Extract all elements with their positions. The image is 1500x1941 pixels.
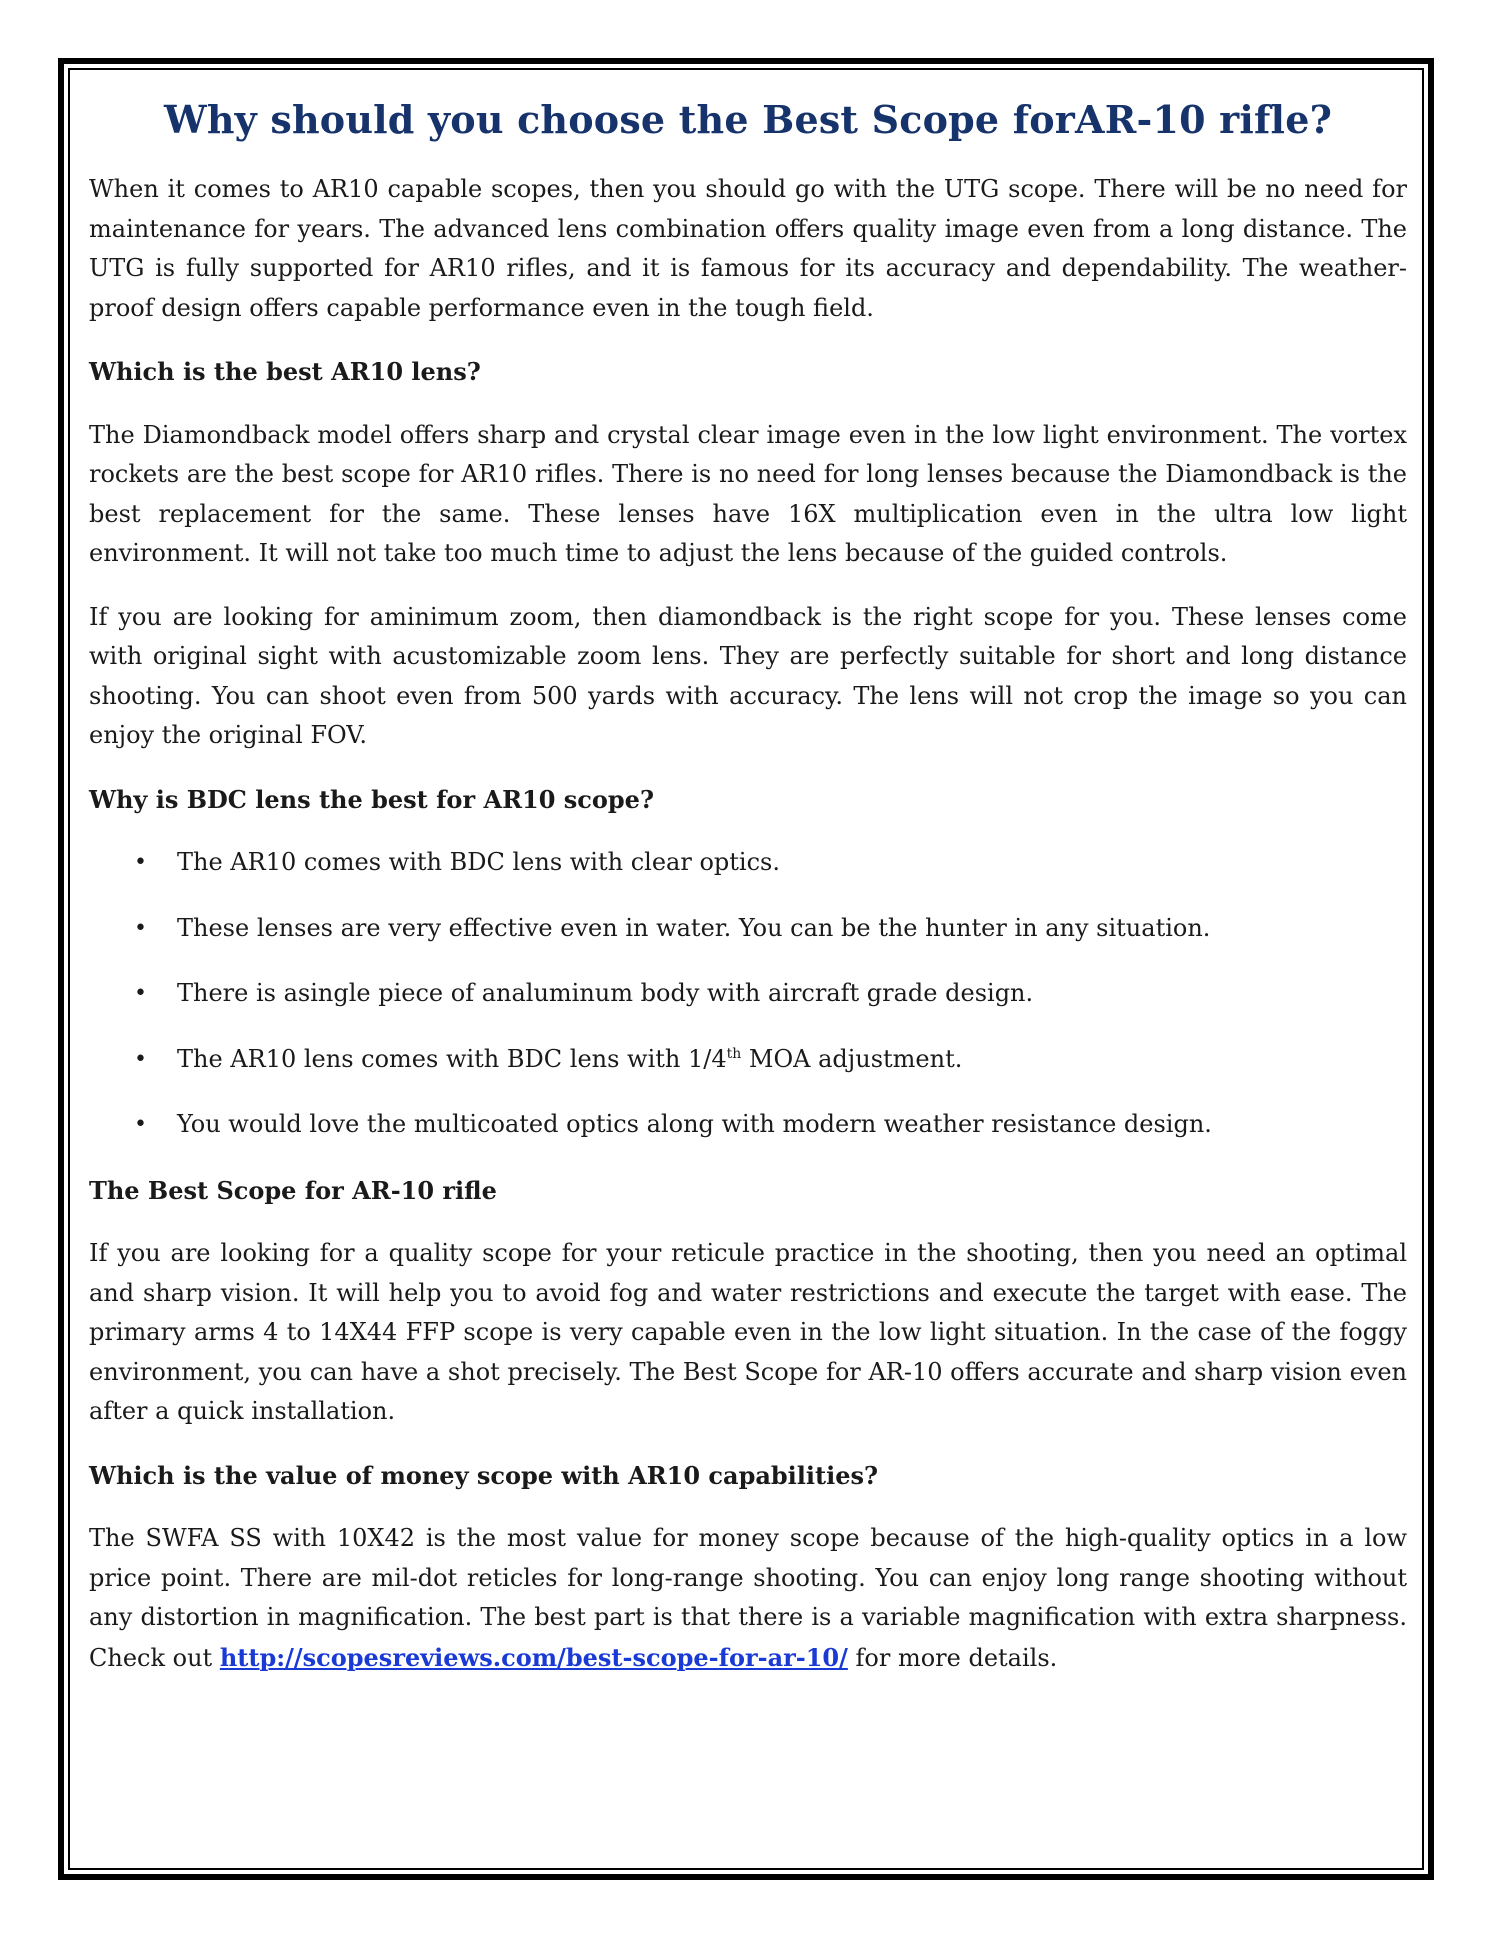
bullet-icon: • <box>134 915 147 941</box>
section-heading-bdc-lens: Why is BDC lens the best for AR10 scope? <box>89 784 655 814</box>
bdc-bullet-list <box>89 843 1407 1145</box>
bullet-icon: • <box>134 850 147 875</box>
list-item-text: These lenses are very effective even in water. You can be the hunter in any situation. <box>177 913 1211 942</box>
list-item <box>89 843 1407 883</box>
list-item <box>89 974 1407 1014</box>
diamondback-paragraph: The Diamondback model offers sharp and crystal clear image even in the low light environment. The vortex rockets are the best scope for AR10 rifles. There is no need for long lenses because the Diamondback is the best replacement for the same. These lenses have 16X multiplication even in the ultra low light environment. It will not take too much time to adjust the lens because of the guided controls. <box>89 420 1407 567</box>
list-item <box>89 909 1407 949</box>
quality-scope-paragraph: If you are looking for a quality scope for your reticule practice in the shooting, then you need an optimal and sharp vision. It will help you to avoid fog and water restrictions and execute the target with ease. The primary arms 4 to 14X44 FFP scope is very capable even in the low light situation. In the case of the foggy environment, you can have a shot precisely. The Best Scope for AR-10 offers accurate and sharp vision even after a quick installation. <box>89 1239 1407 1425</box>
ordinal-superscript: th <box>726 1045 742 1062</box>
section-heading-value-scope: Which is the value of money scope with AR10 capabilities? <box>89 1460 879 1490</box>
section-heading-best-scope: The Best Scope for AR-10 rifle <box>89 1175 497 1205</box>
intro-paragraph: When it comes to AR10 capable scopes, then you should go with the UTG scope. There will be no need for maintenance for years. The advanced lens combination offers quality image even from a long distance. The UTG is fully supported for AR10 rifles, and it is famous for its accuracy and dependability. The weather-proof design offers capable performance even in the tough field. <box>89 175 1407 322</box>
bullet-icon: • <box>134 1112 147 1137</box>
list-item-text: The AR10 comes with BDC lens with clear optics. <box>177 848 780 876</box>
section-heading-best-lens: Which is the best AR10 lens? <box>89 357 481 386</box>
list-item-text: You would love the multicoated optics along with modern weather resistance design. <box>177 1110 1212 1138</box>
page-title: Why should you choose the Best Scope forAR-10 rifle? <box>163 97 1333 142</box>
minimum-zoom-paragraph: If you are looking for aminimum zoom, then diamondback is the right scope for you. These lenses come with original sight with acustomizable zoom lens. They are perfectly suitable for short and long distance shooting. You can shoot even from 500 yards with accuracy. The lens will not crop the image so you can enjoy the original FOV. <box>89 602 1407 749</box>
list-item <box>89 1040 1407 1080</box>
swfa-text-end: for more details. <box>847 1643 1058 1672</box>
list-item-text <box>177 1045 962 1073</box>
bullet-icon: • <box>134 981 147 1006</box>
list-item-text-end: MOA adjustment. <box>741 1044 963 1073</box>
document-content <box>89 92 1407 1702</box>
list-item-text: There is asingle piece of analuminum body with aircraft grade design. <box>177 979 1034 1007</box>
bullet-icon: • <box>134 1046 147 1072</box>
swfa-text: The SWFA SS with 10X42 is the most value for money scope because of the high-quality optics in a low price point. There are mil-dot reticles for long-range shooting. You can enjoy long range shooting without any distortion in magnification. The best part is that there is a variable magnification with extra sharpness. Check out <box>89 1524 1407 1672</box>
list-item <box>89 1105 1407 1145</box>
list-item-text-start: The AR10 lens comes with BDC lens with 1/4 <box>177 1044 727 1073</box>
swfa-paragraph <box>89 1519 1407 1678</box>
scopesreviews-link[interactable]: http://scopesreviews.com/best-scope-for-ar-10/ <box>219 1642 848 1672</box>
